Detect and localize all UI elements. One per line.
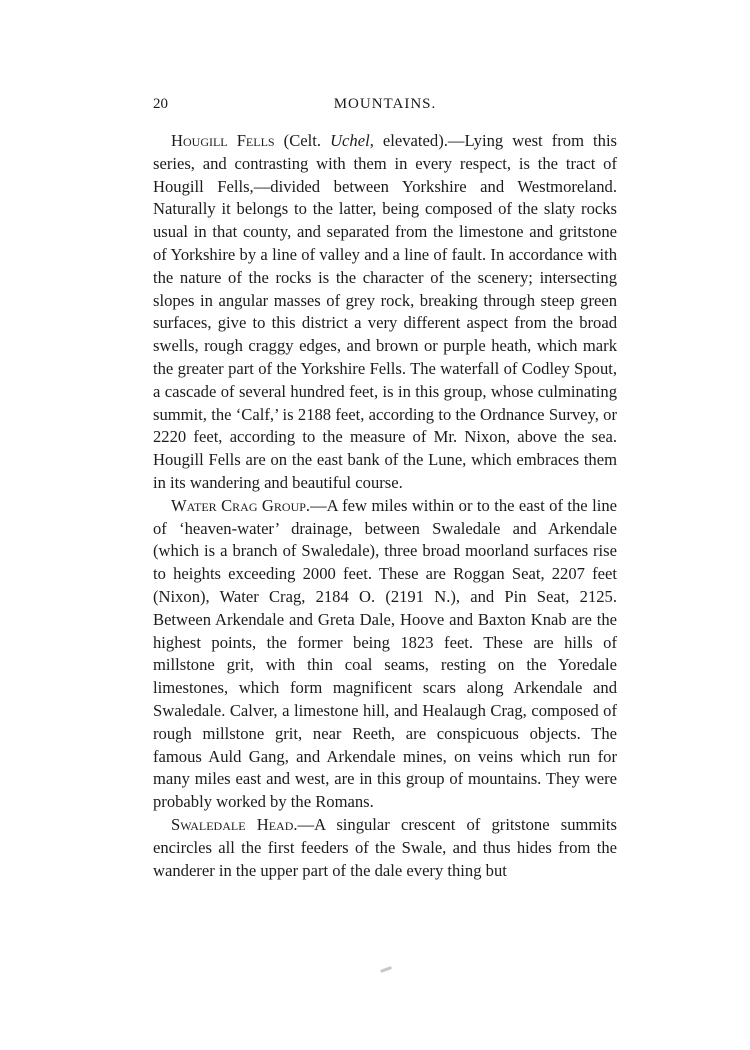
paragraph-text: —A few miles within or to the east of the line of ‘heaven-water’ drainage, between Swaledale and Arkendale (which is a branch of Swaledale), three broad moorland surfaces rise to heights exceeding 2000 feet. These are Roggan Seat, 2207 feet (Nixon), Water Crag, 2184 O. (2191 N.), and Pin Seat, 2125. Between Arkendale and Greta Dale, Hoove and Baxton Knab are the highest points, the former being 1823 feet. These are hills of millstone grit, with thin coal seams, resting on the Yoredale limestones, which form magnificent scars along Arkendale and Swaledale. Calver, a limestone hill, and Healaugh Crag, composed of rough millstone grit, near Reeth, are conspicuous objects. The famous Auld Gang, and Arkendale mines, on veins which run for many miles east and west, are in this group of mountains. They were probably worked by the Romans. — [153, 495, 617, 812]
paragraph-text: , elevated).—Lying west from this series, and contrasting with them in every respect, is the tract of Hougill Fells,—divided between Yorkshire and Westmoreland. Naturally it belongs to the latter, being composed of the slaty rocks usual in that county, and separated from the limestone and gritstone of Yorkshire by a line of valley and a line of fault. In accordance with the nature of the rocks is the character of the scenery; intersecting slopes in angular masses of grey rock, breaking through steep green surfaces, give to this district a very different aspect from the broad swells, rough craggy edges, and brown or purple heath, which mark the greater part of the Yorkshire Fells. The waterfall of Codley Spout, a cascade of several hundred feet, is in this group, whose culminating summit, the ‘Calf,’ is 2188 feet, according to the Ordnance Survey, or 2220 feet, according to the measure of Mr. Nixon, above the sea. Hougill Fells are on the east bank of the Lune, which embraces them in its wandering and beautiful course. — [153, 131, 618, 492]
paragraph-water-crag-group — [153, 495, 617, 814]
paragraph-text: (Celt. — [274, 131, 331, 150]
paragraph-hougill-fells — [153, 130, 617, 495]
body-text — [153, 130, 617, 882]
page-number: 20 — [153, 96, 168, 112]
section-heading-hougill-fells: Hougill Fells — [171, 131, 275, 150]
paragraph-text: —A singular crescent of gritstone summits encircles all the first feeders of the Swale, and thus hides from the wanderer in the upper part of the dale every thing but — [153, 814, 617, 880]
section-heading-swaledale-head: Swaledale Head. — [171, 814, 298, 834]
running-head: MOUNTAINS. — [333, 96, 437, 112]
ink-mark — [380, 966, 392, 973]
page-header — [153, 96, 617, 118]
paragraph-swaledale-head — [153, 814, 617, 882]
italic-term: Uchel — [330, 131, 370, 150]
section-heading-water-crag-group: Water Crag Group. — [171, 495, 311, 515]
